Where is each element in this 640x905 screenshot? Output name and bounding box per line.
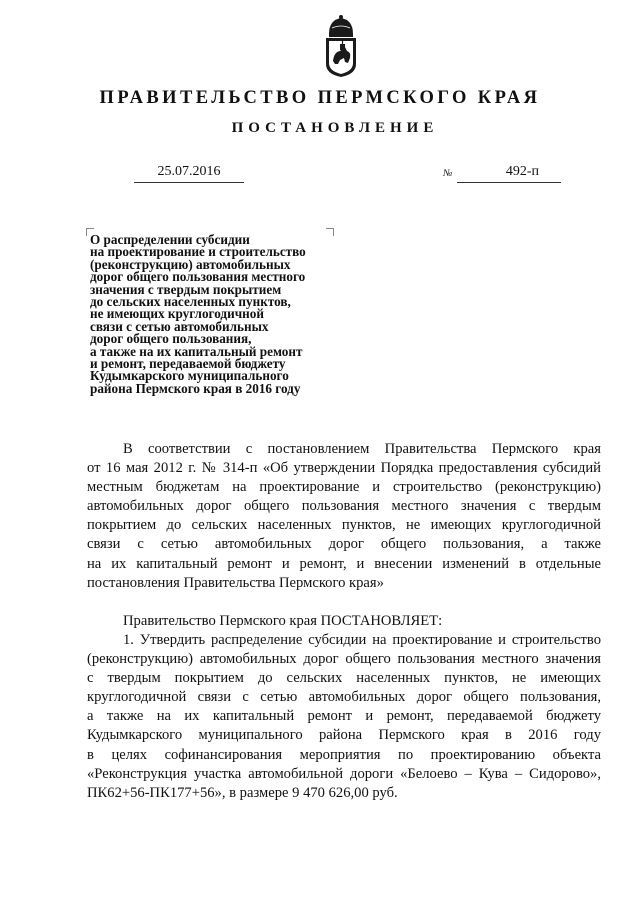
government-title: ПРАВИТЕЛЬСТВО ПЕРМСКОГО КРАЯ: [99, 88, 541, 108]
subject-line: (реконструкцию) автомобильных: [90, 256, 291, 272]
number-label: №: [443, 168, 453, 179]
preamble-line: В соответствии с постановлением Правительства Пермского края: [123, 441, 601, 457]
item-1-line: с твердым покрытием до сельских населенных пунктов, не имеющих: [87, 670, 601, 687]
item-1-line: в целях софинансирования мероприятия по проектированию объекта: [87, 746, 601, 763]
subject-line: значения с твердым покрытием: [90, 281, 282, 297]
subject-heading: [90, 234, 350, 395]
document-type: ПОСТАНОВЛЕНИЕ: [231, 120, 439, 136]
resolves-paragraph: [87, 612, 601, 631]
document-number: 492-п: [457, 164, 561, 183]
item-1-line: ПК62+56-ПК177+56», в размере 9 470 626,00 руб.: [87, 784, 398, 801]
preamble-line: местным бюджетам на проектирование и строительство (реконструкцию): [87, 479, 601, 496]
subject-line: Кудымкарского муниципального: [90, 368, 289, 384]
preamble-line: связи с сетью автомобильных дорог общего пользования, а также: [87, 536, 601, 553]
resolves-line: Правительство Пермского края ПОСТАНОВЛЯЕТ:: [123, 613, 443, 629]
subject-line: не имеющих круглогодичной: [90, 306, 264, 322]
preamble-line: покрытием до сельских населенных пунктов, не имеющих круглогодичной: [87, 517, 601, 534]
item-1-line: «Реконструкция участка автомобильной дороги «Белоево – Кува – Сидорово»,: [87, 765, 601, 782]
coat-of-arms-emblem: [321, 14, 361, 78]
preamble-paragraph: [87, 440, 601, 593]
subject-line: района Пермского края в 2016 году: [90, 380, 301, 396]
item-1-line: круглогодичной связи с сетью автомобильных дорог общего пользования,: [87, 689, 601, 706]
shield-icon: [326, 38, 356, 77]
preamble-line: от 16 мая 2012 г. № 314-п «Об утверждении Порядка предоставления субсидий: [87, 460, 601, 477]
preamble-line: постановления Правительства Пермского края»: [87, 574, 384, 591]
subject-line: и ремонт, передаваемой бюджету: [90, 356, 286, 372]
subject-line: О распределении субсидии: [90, 232, 250, 247]
subject-line: а также на их капитальный ремонт: [90, 343, 303, 359]
subject-line: связи с сетью автомобильных: [90, 318, 269, 334]
preamble-line: на их капитальный ремонт и ремонт, и внесении изменений в отдельные: [87, 555, 601, 572]
subject-line: дорог общего пользования местного: [90, 269, 306, 285]
item-1-line: (реконструкцию) автомобильных дорог общего пользования местного значения: [87, 651, 601, 668]
item-1-paragraph: [87, 631, 601, 803]
item-1-line: Кудымкарского муниципального района Пермского края в 2016 году: [87, 727, 601, 744]
crown-icon: [329, 15, 353, 37]
subject-line: до сельских населенных пунктов,: [90, 294, 291, 310]
item-1-line: 1. Утвердить распределение субсидии на проектирование и строительство: [123, 632, 601, 648]
item-1-line: а также на их капитальный ремонт и ремонт, передаваемой бюджету: [87, 708, 601, 725]
document-date: 25.07.2016: [134, 164, 244, 183]
subject-line: на проектирование и строительство: [90, 244, 306, 260]
preamble-line: автомобильных дорог общего пользования местного значения с твердым: [87, 498, 601, 515]
subject-line: дорог общего пользования,: [90, 331, 252, 347]
